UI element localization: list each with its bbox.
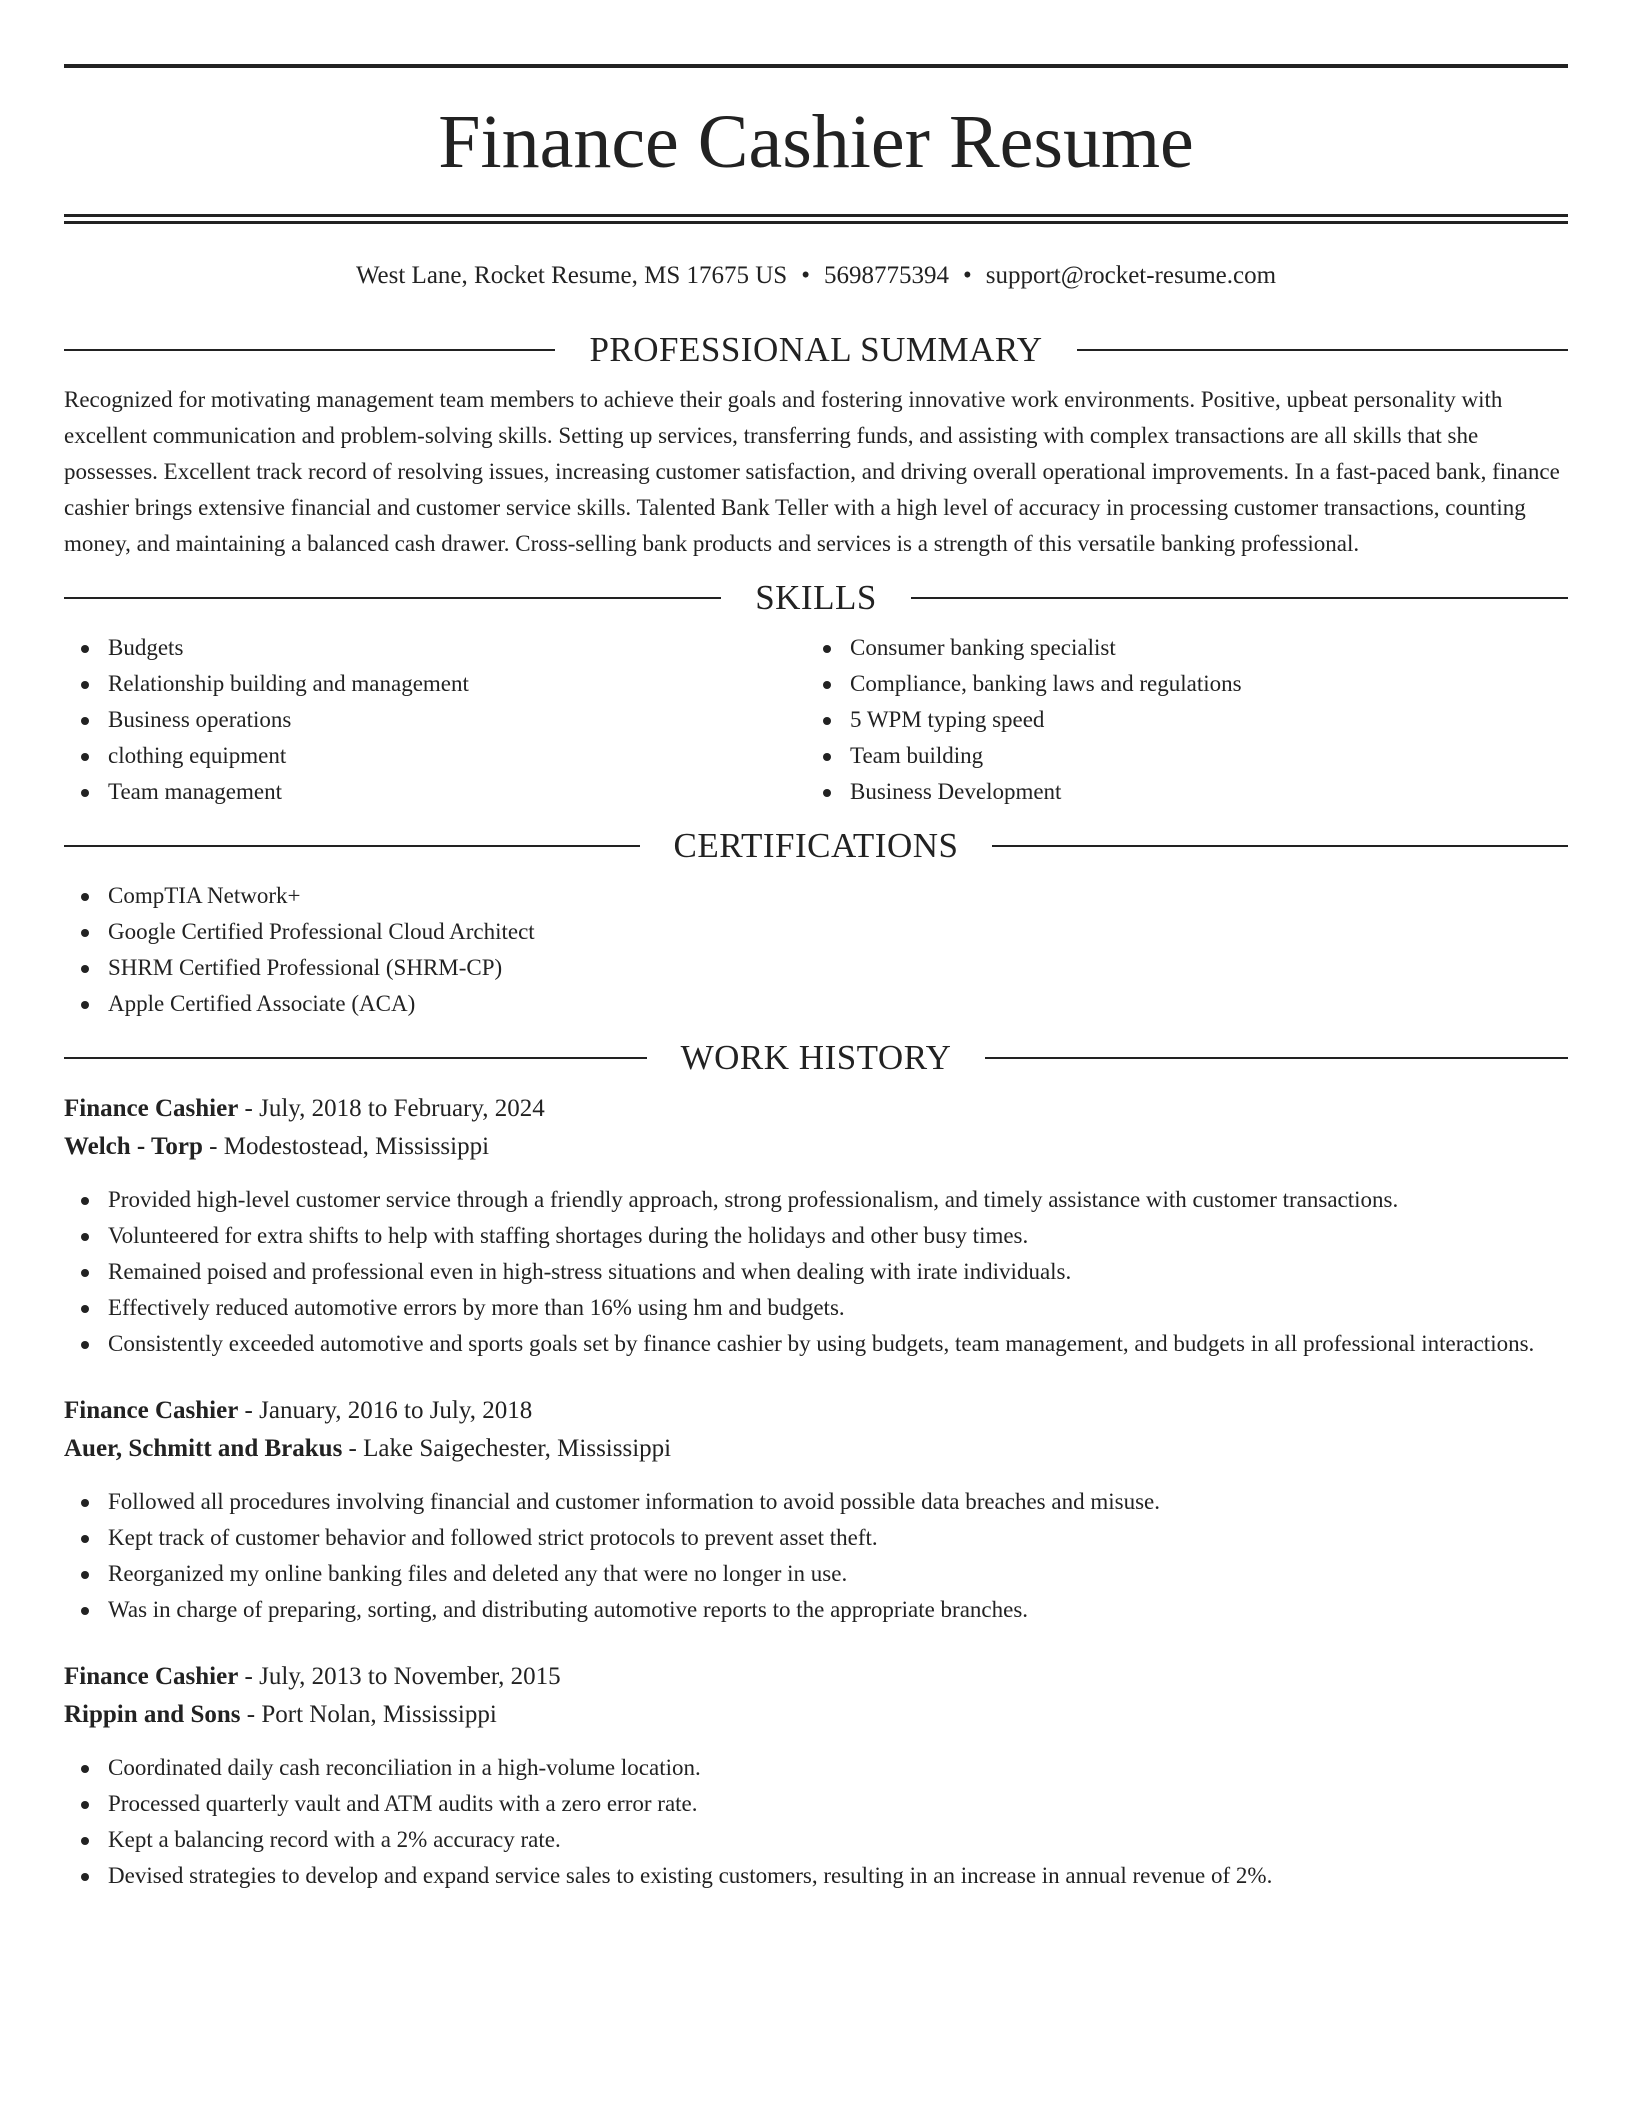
contact-separator: • bbox=[801, 262, 810, 289]
job-title: Finance Cashier bbox=[64, 1095, 239, 1122]
skill-item: Relationship building and management bbox=[64, 666, 806, 702]
job-location: Port Nolan, Mississippi bbox=[261, 1701, 497, 1728]
certifications-heading bbox=[64, 826, 1568, 866]
header-double-rule bbox=[64, 214, 1568, 224]
job-company-line bbox=[64, 1696, 1568, 1734]
job-title-line bbox=[64, 1658, 1568, 1696]
job-bullet: Followed all procedures involving financial and customer information to avoid possible data breaches and misuse. bbox=[64, 1484, 1568, 1520]
resume-page bbox=[64, 64, 1568, 1894]
skill-item: Team management bbox=[64, 774, 806, 810]
job-dates: July, 2018 to February, 2024 bbox=[259, 1095, 545, 1122]
job-title: Finance Cashier bbox=[64, 1663, 239, 1690]
job-company: Welch - Torp bbox=[64, 1133, 203, 1160]
job-company-line bbox=[64, 1128, 1568, 1166]
contact-phone: 5698775394 bbox=[823, 262, 949, 289]
job-bullet: Consistently exceeded automotive and sports goals set by finance cashier by using budgets, team management, and budgets in all professional interactions. bbox=[64, 1326, 1568, 1362]
job-location: Lake Saigechester, Mississippi bbox=[363, 1435, 672, 1462]
heading-rule-right bbox=[992, 845, 1568, 847]
skill-item: Business Development bbox=[806, 774, 1548, 810]
job-dash: - bbox=[244, 1663, 253, 1690]
job-company: Auer, Schmitt and Brakus bbox=[64, 1435, 343, 1462]
heading-rule-left bbox=[64, 845, 640, 847]
job-entry bbox=[64, 1090, 1568, 1362]
job-bullet: Reorganized my online banking files and deleted any that were no longer in use. bbox=[64, 1556, 1568, 1592]
heading-rule-right bbox=[985, 1057, 1568, 1059]
job-bullets bbox=[64, 1182, 1568, 1362]
job-bullet: Coordinated daily cash reconciliation in a high-volume location. bbox=[64, 1750, 1568, 1786]
skills-column-right bbox=[806, 630, 1548, 810]
job-bullet: Effectively reduced automotive errors by more than 16% using hm and budgets. bbox=[64, 1290, 1568, 1326]
heading-rule-right bbox=[1077, 349, 1568, 351]
job-dash: - bbox=[244, 1095, 253, 1122]
contact-email: support@rocket-resume.com bbox=[985, 262, 1277, 289]
job-bullet: Remained poised and professional even in high-stress situations and when dealing with irate individuals. bbox=[64, 1254, 1568, 1290]
skills-column-left bbox=[64, 630, 806, 810]
skill-item: Business operations bbox=[64, 702, 806, 738]
job-company-line bbox=[64, 1430, 1568, 1468]
summary-heading-label: PROFESSIONAL SUMMARY bbox=[589, 330, 1043, 369]
heading-rule-right bbox=[911, 597, 1568, 599]
contact-line bbox=[64, 260, 1568, 292]
skills-heading bbox=[64, 578, 1568, 618]
skill-item: Compliance, banking laws and regulations bbox=[806, 666, 1548, 702]
job-location: Modestostead, Mississippi bbox=[223, 1133, 490, 1160]
summary-heading bbox=[64, 330, 1568, 370]
skill-item: Consumer banking specialist bbox=[806, 630, 1548, 666]
work-history-heading-label: WORK HISTORY bbox=[680, 1038, 952, 1077]
job-dates: July, 2013 to November, 2015 bbox=[259, 1663, 561, 1690]
job-dash: - bbox=[246, 1701, 256, 1728]
header-top-rule bbox=[64, 64, 1568, 68]
job-bullet: Provided high-level customer service through a friendly approach, strong professionalism, and timely assistance with customer transactions. bbox=[64, 1182, 1568, 1218]
certification-item: Google Certified Professional Cloud Architect bbox=[64, 914, 1568, 950]
job-title-line bbox=[64, 1090, 1568, 1128]
job-bullets bbox=[64, 1484, 1568, 1628]
skill-item: clothing equipment bbox=[64, 738, 806, 774]
job-bullet: Kept a balancing record with a 2% accuracy rate. bbox=[64, 1822, 1568, 1858]
job-bullet: Volunteered for extra shifts to help with staffing shortages during the holidays and other busy times. bbox=[64, 1218, 1568, 1254]
job-bullet: Was in charge of preparing, sorting, and distributing automotive reports to the appropriate branches. bbox=[64, 1592, 1568, 1628]
skills-heading-label: SKILLS bbox=[755, 578, 877, 617]
certifications-list bbox=[64, 878, 1568, 1022]
job-title: Finance Cashier bbox=[64, 1397, 239, 1424]
job-dates: January, 2016 to July, 2018 bbox=[259, 1397, 533, 1424]
summary-text: Recognized for motivating management team members to achieve their goals and fostering innovative work environments. Positive, upbeat personality with excellent communication and problem-solving skills. Setting up services, transferring funds, and assisting with complex transactions are all skills that she possesses. Excellent track record of resolving issues, increasing customer satisfaction, and driving overall operational improvements. In a fast-paced bank, finance cashier brings extensive financial and customer service skills. Talented Bank Teller with a high level of accuracy in processing customer transactions, counting money, and maintaining a balanced cash drawer. Cross-selling bank products and services is a strength of this versatile banking professional. bbox=[64, 387, 1560, 556]
certification-item: Apple Certified Associate (ACA) bbox=[64, 986, 1568, 1022]
job-bullets bbox=[64, 1750, 1568, 1894]
skill-item: Team building bbox=[806, 738, 1548, 774]
job-dash: - bbox=[244, 1397, 253, 1424]
heading-rule-left bbox=[64, 597, 721, 599]
work-history-heading bbox=[64, 1038, 1568, 1078]
skill-item: 5 WPM typing speed bbox=[806, 702, 1548, 738]
job-bullet: Processed quarterly vault and ATM audits with a zero error rate. bbox=[64, 1786, 1568, 1822]
certifications-heading-label: CERTIFICATIONS bbox=[673, 826, 959, 865]
certification-item: SHRM Certified Professional (SHRM-CP) bbox=[64, 950, 1568, 986]
job-bullet: Kept track of customer behavior and followed strict protocols to prevent asset theft. bbox=[64, 1520, 1568, 1556]
skills-grid bbox=[64, 630, 1568, 810]
job-entry bbox=[64, 1392, 1568, 1628]
contact-separator: • bbox=[962, 262, 972, 289]
resume-title: Finance Cashier Resume bbox=[438, 100, 1194, 184]
job-dash: - bbox=[209, 1133, 218, 1160]
job-bullet: Devised strategies to develop and expand service sales to existing customers, resulting in an increase in annual revenue of 2%. bbox=[64, 1858, 1568, 1894]
contact-address: West Lane, Rocket Resume, MS 17675 US bbox=[355, 262, 788, 289]
job-title-line bbox=[64, 1392, 1568, 1430]
heading-rule-left bbox=[64, 349, 555, 351]
skill-item: Budgets bbox=[64, 630, 806, 666]
heading-rule-left bbox=[64, 1057, 647, 1059]
certification-item: CompTIA Network+ bbox=[64, 878, 1568, 914]
job-company: Rippin and Sons bbox=[64, 1701, 241, 1728]
job-dash: - bbox=[348, 1435, 357, 1462]
job-entry bbox=[64, 1658, 1568, 1894]
